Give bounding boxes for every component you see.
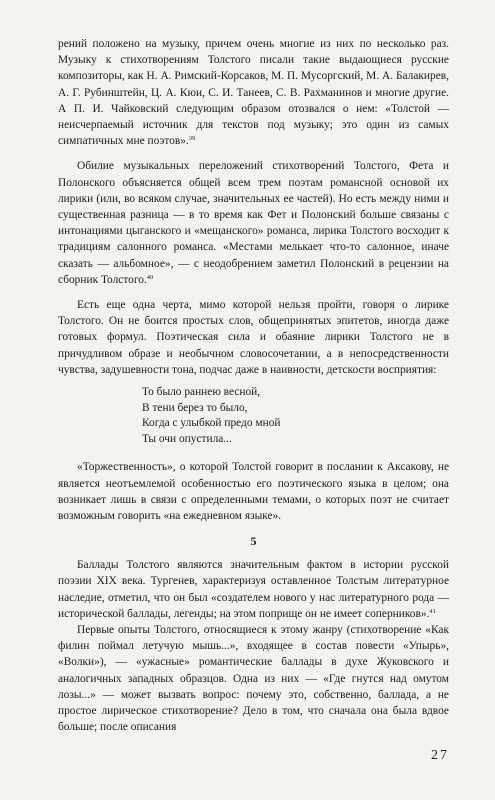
footnote-marker: 39 — [188, 135, 196, 143]
paragraph-1: рений положено на музыку, причем очень многие из них по несколько раз. Музыку к стихотворениям Толстого писали такие выдающиеся русские композиторы, как Н. А. Римский-Корсаков, М. П. Мусоргский, М. А. Балакирев, А. Г. Рубинштейн, Ц. А. Кюи, С. И. Танеев, С. В. Рахманинов и многие другие. А П. И. Чайковский следующим образом отозвался о нем: «Толстой — неисчерпаемый источник для текстов под музыку; это один из самых симпатичных мне поэтов».$^{39}$ — [58, 38, 449, 148]
footnote-marker: 40 — [146, 273, 154, 281]
body-text — [58, 36, 449, 735]
footnote-marker: 41 — [429, 607, 436, 615]
section-paragraph-1: Баллады Толстого являются значительным фактом в истории русской поэзии XIX века. Тургенев, характеризуя оставленное Толстым литературное наследие, отметил, что он был «создателем нового у нас литературного рода — исторической баллады, легенды; на этом поприще он не имеет соперников».$^{41}$ — [58, 559, 449, 620]
verse-line: То было раннею весной, — [142, 386, 261, 399]
section-paragraph-2: Первые опыты Толстого, относящиеся к этому жанру (стихотворение «Как филин поймал летучую мышь...», входящее в состав повести «Упырь», «Волки»), — «ужасные» романтические баллады в духе Жуковского и аналогичных западных образцов. Одна из них — «Где гнутся над омутом лозы...» — может вызвать вопрос: почему это, собственно, баллада, а не простое лирическое стихотворение? Дело в том, что сначала она была вдвое больше; после описания — [58, 624, 449, 734]
page-number: 27 — [431, 748, 449, 763]
paragraph-2: Обилие музыкальных переложений стихотворений Толстого, Фета и Полонского объясняется общей всем трем поэтам романсной основой их лирики (или, во всяком случае, значительных ее частей). Но есть между ними и существенная разница — в то время как Фет и Полонский больше связаны с интонациями цыганского и «мещанского» романса, лирика Толстого восходит к традициям салонного романса. «Местами мелькает что-то салонное, иначе сказать — альбомное», — с неодобрением заметил Полонский в рецензии на сборник Толстого.$^{40}$ — [58, 160, 449, 286]
section-number: 5 — [250, 534, 257, 549]
verse-quote — [142, 385, 449, 447]
paragraph-after-verse: «Торжественность», о которой Толстой говорит в послании к Аксакову, не является неотъемлемой особенностью его поэтического языка в целом; она возникает лишь в связи с определенными темами, о которых поэт не считает возможным говорить «на ежедневном языке». — [58, 461, 449, 523]
paragraph-3: Есть еще одна черта, мимо которой нельзя пройти, говоря о лирике Толстого. Он не боится простых слов, общепринятых эпитетов, иногда даже готовых формул. Поэтическая сила и обаяние лирики Толстого не в причудливом образе и необычном словосочетании, а в непосредственности чувства, задушевности тона, подчас даже в наивности, детскости восприятия: — [58, 299, 449, 376]
verse-line: В тени берез то было, — [142, 401, 248, 414]
verse-line: Когда с улыбкой предо мной — [142, 417, 281, 430]
verse-line: Ты очи опустила... — [142, 432, 232, 445]
